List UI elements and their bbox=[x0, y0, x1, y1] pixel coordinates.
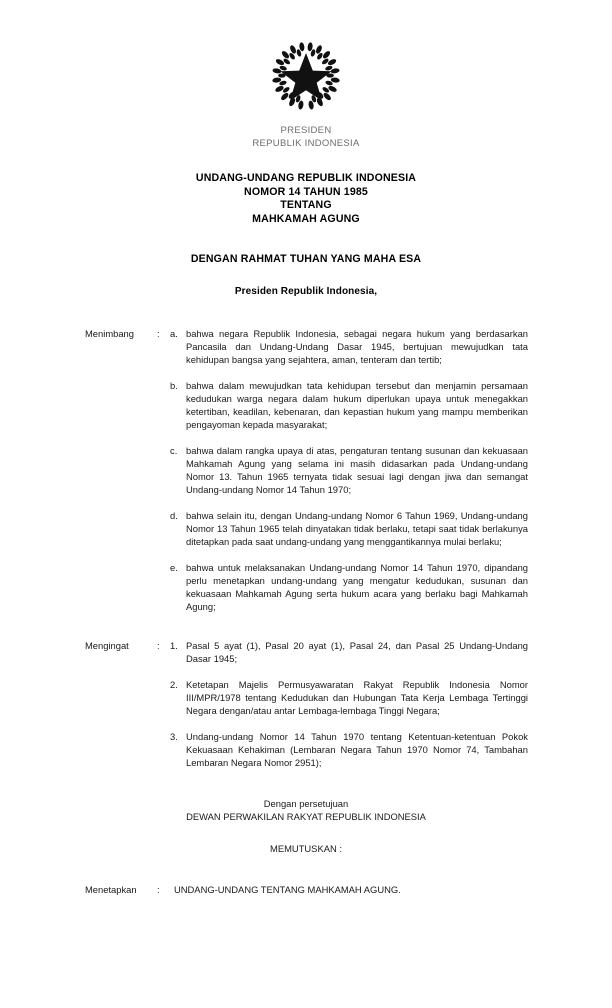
stipulates-row bbox=[0, 883, 612, 896]
item-marker: c. bbox=[170, 445, 178, 456]
title-line-2: NOMOR 14 TAHUN 1985 bbox=[244, 185, 368, 198]
considering-item-d bbox=[0, 509, 612, 548]
item-marker: a. bbox=[170, 328, 178, 339]
stipulates-label: Menetapkan bbox=[85, 884, 137, 895]
item-marker: 2. bbox=[170, 679, 178, 690]
item-marker: 3. bbox=[170, 731, 178, 742]
recalling-item-1 bbox=[0, 639, 612, 665]
item-text: Pasal 5 ayat (1), Pasal 20 ayat (1), Pasal 24, dan Pasal 25 Undang-Undang Dasar 1945; bbox=[186, 640, 528, 664]
item-marker: d. bbox=[170, 510, 178, 521]
recalling-item-2 bbox=[0, 678, 612, 717]
item-text: Undang-undang Nomor 14 Tahun 1970 tentang Ketentuan-ketentuan Pokok Kekuasaan Kehakiman (Lembaran Negara Tahun 1970 Nomor 74, Tambahan Lembaran Negara Nomor 2951); bbox=[186, 731, 528, 768]
emblem-caption-line2: REPUBLIK INDONESIA bbox=[252, 137, 360, 149]
title-line-1: UNDANG-UNDANG REPUBLIK INDONESIA bbox=[195, 172, 417, 184]
star-in-laurel-wreath-emblem bbox=[270, 40, 342, 112]
considering-item-a bbox=[0, 327, 612, 366]
item-marker: b. bbox=[170, 380, 178, 391]
item-text: bahwa untuk melaksanakan Undang-undang Nomor 14 Tahun 1970, dipandang perlu menetapkan undang-undang yang mengatur kedudukan, susunan dan kekuasaan Mahkamah Agung serta hukum acara yang berlaku bagi Mahkamah Agung; bbox=[186, 562, 528, 612]
item-text: Ketetapan Majelis Permusyawaratan Rakyat Republik Indonesia Nomor III/MPR/1978 tentang Kedudukan dan Hubungan Tata Kerja Lembaga Tertinggi Negara dengan/atau antar Lembaga-lembaga Tinggi Negara; bbox=[186, 679, 528, 716]
recalling-item-3 bbox=[0, 730, 612, 769]
document-title bbox=[0, 172, 612, 226]
considering-item-c bbox=[0, 444, 612, 496]
item-text: bahwa dalam mewujudkan tata kehidupan tersebut dan menjamin persamaan kedudukan warga negara dalam hukum diperlukan upaya untuk menegakkan ketertiban, keadilan, kebenaran, dan kepastian hukum yang mampu memberikan pengayoman kepada masyarakat; bbox=[186, 380, 528, 430]
emblem-caption-line1: PRESIDEN bbox=[280, 125, 332, 136]
considering-item-e bbox=[0, 561, 612, 613]
item-text: bahwa negara Republik Indonesia, sebagai negara hukum yang berdasarkan Pancasila dan Undang-Undang Dasar 1945, bertujuan mewujudkan tata kehidupan bangsa yang sejahtera, aman, tenteram dan tertib; bbox=[186, 328, 528, 365]
approval-line-1: Dengan persetujuan bbox=[263, 798, 349, 809]
authority-line: Presiden Republik Indonesia, bbox=[234, 286, 378, 297]
item-marker: 1. bbox=[170, 640, 178, 651]
item-marker: e. bbox=[170, 562, 178, 573]
considering-label: Menimbang bbox=[85, 328, 134, 339]
approval-block bbox=[0, 797, 612, 823]
blessing-line: DENGAN RAHMAT TUHAN YANG MAHA ESA bbox=[190, 253, 422, 265]
title-line-4: MAHKAMAH AGUNG bbox=[252, 212, 360, 225]
title-line-3: TENTANG bbox=[280, 199, 332, 211]
item-text: bahwa dalam rangka upaya di atas, pengaturan tentang susunan dan kekuasaan Mahkamah Agung yang selama ini masih didasarkan pada Undang-undang Nomor 13. Tahun 1965 ternyata tidak sesuai lagi dengan jiwa dan semangat Undang-undang Nomor 14 Tahun 1970; bbox=[186, 445, 528, 495]
considering-colon: : bbox=[157, 328, 160, 339]
considering-section bbox=[0, 327, 612, 613]
emblem-caption bbox=[0, 125, 612, 150]
considering-item-b bbox=[0, 379, 612, 431]
decides-line: MEMUTUSKAN : bbox=[270, 843, 342, 854]
item-text: bahwa selain itu, dengan Undang-undang Nomor 6 Tahun 1969, Undang-undang Nomor 13 Tahun 1965 telah dinyatakan tidak berlaku, tetapi saat tidak berlakunya ditetapkan pada saat undang-undang yang menggantikannya mulai berlaku; bbox=[186, 510, 528, 547]
recalling-label: Mengingat bbox=[85, 640, 129, 651]
stipulates-colon: : bbox=[157, 884, 160, 895]
approval-line-2: DEWAN PERWAKILAN RAKYAT REPUBLIK INDONESIA bbox=[186, 811, 426, 822]
recalling-section bbox=[0, 639, 612, 769]
recalling-colon: : bbox=[157, 640, 160, 651]
emblem-block bbox=[0, 40, 612, 117]
stipulates-value: UNDANG-UNDANG TENTANG MAHKAMAH AGUNG. bbox=[174, 884, 401, 895]
